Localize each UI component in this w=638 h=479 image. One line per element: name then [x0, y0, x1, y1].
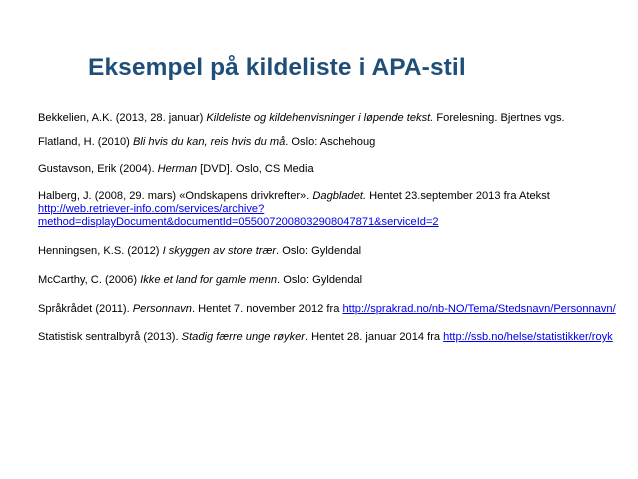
reference-ssb	[38, 331, 630, 343]
reference-gustavson	[38, 163, 630, 176]
slide-title: Eksempel på kildeliste i APA-stil	[88, 54, 466, 81]
reference-flatland	[38, 136, 630, 149]
reference-text: Språkrådet (2011).	[38, 303, 133, 315]
reference-link[interactable]: http://ssb.no/helse/statistikker/royk	[443, 331, 613, 343]
reference-text: . Oslo: Gyldendal	[276, 245, 362, 257]
reference-text: Flatland, H. (2010)	[38, 136, 133, 148]
reference-text: McCarthy, C. (2006)	[38, 274, 141, 286]
reference-text: Forelesning. Bjertnes vgs.	[433, 112, 565, 124]
reference-text: . Oslo: Gyldendal	[277, 274, 363, 286]
reference-title: Stadig færre unge røyker	[181, 331, 305, 343]
reference-title: Bli hvis du kan, reis hvis du må	[132, 136, 286, 148]
reference-text: . Hentet 28. januar 2014 fra	[305, 331, 444, 343]
reference-text: Gustavson, Erik (2004).	[38, 163, 158, 175]
reference-link[interactable]: http://sprakrad.no/nb-NO/Tema/Stedsnavn/Personnavn/	[342, 303, 616, 315]
reference-bekkelien	[38, 112, 630, 125]
reference-text: . Oslo: Aschehoug	[285, 136, 376, 148]
reference-text: Halberg, J. (2008, 29. mars) «Ondskapens drivkrefter».	[38, 190, 313, 202]
reference-title: Personnavn	[132, 303, 192, 315]
reference-title: Dagbladet.	[312, 190, 367, 202]
reference-text: Henningsen, K.S. (2012)	[38, 245, 163, 257]
reference-title: Ikke et land for gamle menn	[140, 274, 278, 286]
reference-title: Herman	[157, 163, 198, 175]
reference-text: . Hentet 7. november 2012 fra	[191, 303, 343, 315]
reference-list	[38, 112, 630, 343]
reference-mccarthy	[38, 274, 630, 287]
reference-text: Bekkelien, A.K. (2013, 28. januar)	[38, 112, 207, 124]
reference-text: Hentet 23.september 2013 fra Atekst	[366, 190, 550, 202]
reference-sprakradet	[38, 303, 630, 315]
reference-title: I skyggen av store trær	[162, 245, 277, 257]
reference-halberg	[38, 190, 630, 229]
reference-henningsen	[38, 245, 630, 258]
reference-title: Kildeliste og kildehenvisninger i løpende tekst.	[206, 112, 434, 124]
reference-text: Statistisk sentralbyrå (2013).	[38, 331, 182, 343]
reference-text: [DVD]. Oslo, CS Media	[197, 163, 314, 175]
reference-link[interactable]: http://web.retriever-info.com/services/archive?method=displayDocument&documentId=0550072008032908047871&serviceId=2	[38, 203, 439, 228]
